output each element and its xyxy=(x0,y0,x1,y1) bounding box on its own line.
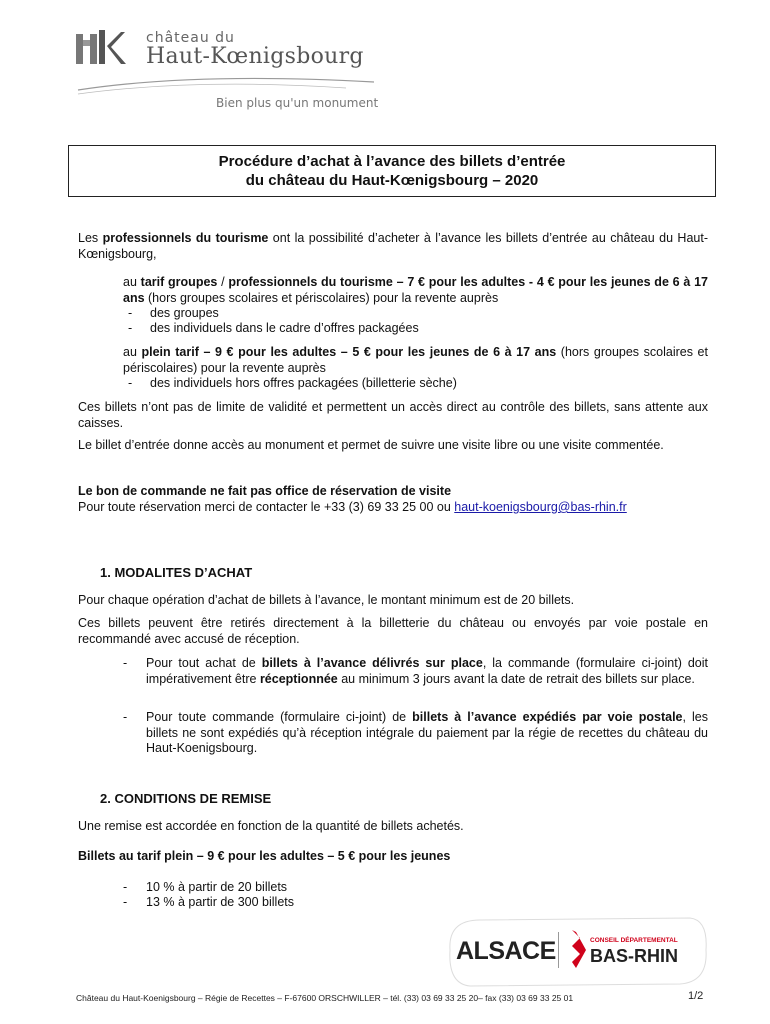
group-text: (hors groupes scolaires et périscolaires) pour la revente auprès xyxy=(144,290,499,305)
footer-text: Château du Haut-Koenigsbourg – Régie de Recettes – F-67600 ORSCHWILLER – tél. (33) 03 69 33 25 20– fax (33) 03 69 33 25 01 xyxy=(76,993,574,1003)
logo-big-text: Haut-Kœnigsbourg xyxy=(146,44,364,69)
title-box xyxy=(68,145,716,197)
list-dash: - xyxy=(128,376,133,390)
bullet-text: Pour tout achat de xyxy=(146,656,262,670)
full-tariff-paragraph xyxy=(123,345,708,376)
logo-divider xyxy=(558,932,559,968)
intro-text: Les xyxy=(78,231,103,245)
section-1-heading: 1. MODALITES D’ACHAT xyxy=(100,565,253,580)
list-dash: - xyxy=(123,656,128,670)
bullet-bold: réceptionnée xyxy=(259,671,338,686)
access-paragraph: Le billet d’entrée donne accès au monument et permet de suivre une visite libre ou une visite commentée. xyxy=(78,438,664,452)
logo-swoosh xyxy=(76,68,376,98)
bullet-text: , les billets ne sont expédiés qu’à réception intégrale du paiement par la régie de recettes du château du Haut-Koenigsbourg. xyxy=(146,710,708,755)
group-bold: tarif groupes xyxy=(140,275,218,289)
group-bold: professionnels du tourisme – 7 € pour les adultes - 4 € pour les jeunes de 6 à 17 ans xyxy=(123,275,708,305)
list-item: des individuels dans le cadre d’offres packagées xyxy=(150,321,419,335)
alsace-text: ALSACE xyxy=(456,937,556,965)
contact-line xyxy=(78,500,718,516)
section-1-p2: Ces billets peuvent être retirés directement à la billetterie du château ou envoyés par voie postale en recommandé avec accusé de réception. xyxy=(78,616,708,646)
list-dash: - xyxy=(123,710,128,724)
logo-small-text: château du xyxy=(146,30,235,46)
list-dash: - xyxy=(123,895,128,909)
list-item: des individuels hors offres packagées (billetterie sèche) xyxy=(150,376,457,390)
full-text: au xyxy=(123,345,142,359)
bas-rhin-emblem-icon xyxy=(572,930,586,968)
section-2-heading: 2. CONDITIONS DE REMISE xyxy=(100,791,272,806)
section-2-p1: Une remise est accordée en fonction de la quantité de billets achetés. xyxy=(78,819,464,833)
full-bold: plein tarif – 9 € pour les adultes – 5 € pour les jeunes de 6 à 17 ans xyxy=(141,345,557,359)
bullet-text: , la commande (formulaire ci-joint) doit impérativement être xyxy=(146,656,709,686)
bullet-text: au minimum 3 jours avant la date de retrait des billets sur place. xyxy=(337,671,695,686)
list-item: des groupes xyxy=(150,306,219,320)
section-1-bullet-2 xyxy=(146,710,708,757)
intro-paragraph xyxy=(78,231,708,262)
logo-tagline: Bien plus qu'un monument xyxy=(216,96,379,110)
group-tariff-paragraph xyxy=(123,275,708,306)
validity-paragraph: Ces billets n’ont pas de limite de validité et permettent un accès direct au contrôle des billets, sans attente aux caisses. xyxy=(78,400,708,430)
discount-item: 13 % à partir de 300 billets xyxy=(146,895,295,909)
bullet-bold: billets à l’avance délivrés sur place xyxy=(261,656,483,670)
bullet-bold: billets à l’avance expédiés par voie postale xyxy=(412,710,683,724)
section-1-p1: Pour chaque opération d’achat de billets à l’avance, le montant minimum est de 20 billets. xyxy=(78,593,575,607)
title-line-1: Procédure d’achat à l’avance des billets d’entrée xyxy=(218,153,566,170)
page-number: 1/2 xyxy=(688,990,704,1002)
list-dash: - xyxy=(123,880,128,894)
chateau-logo xyxy=(76,28,396,118)
group-text: au xyxy=(123,275,141,289)
alsace-bas-rhin-logo xyxy=(440,910,710,990)
reservation-notice: Le bon de commande ne fait pas office de réservation de visite xyxy=(78,484,452,498)
intro-bold: professionnels du tourisme xyxy=(102,231,269,245)
bas-rhin-text: BAS-RHIN xyxy=(590,946,678,966)
full-text: (hors groupes scolaires et périscolaires) pour la revente auprès xyxy=(123,345,708,375)
conseil-text: CONSEIL DÉPARTEMENTAL xyxy=(590,937,678,944)
list-dash: - xyxy=(128,306,133,320)
contact-email-link[interactable]: haut-koenigsbourg@bas-rhin.fr xyxy=(454,500,627,514)
title-line-2: du château du Haut-Kœnigsbourg – 2020 xyxy=(245,172,539,189)
contact-text: Pour toute réservation merci de contacter le +33 (3) 69 33 25 00 ou xyxy=(78,500,455,514)
intro-text: ont la possibilité d’acheter à l’avance les billets d’entrée au château du Haut-Kœnigsbourg, xyxy=(78,231,708,261)
hk-monogram-icon xyxy=(76,30,134,70)
bullet-text: Pour toute commande (formulaire ci-joint) de xyxy=(146,710,413,724)
section-2-subheading: Billets au tarif plein – 9 € pour les adultes – 5 € pour les jeunes xyxy=(78,849,451,863)
section-1-bullet-1 xyxy=(146,656,708,687)
group-text: / xyxy=(217,275,229,289)
list-dash: - xyxy=(128,321,133,335)
discount-item: 10 % à partir de 20 billets xyxy=(146,880,288,894)
